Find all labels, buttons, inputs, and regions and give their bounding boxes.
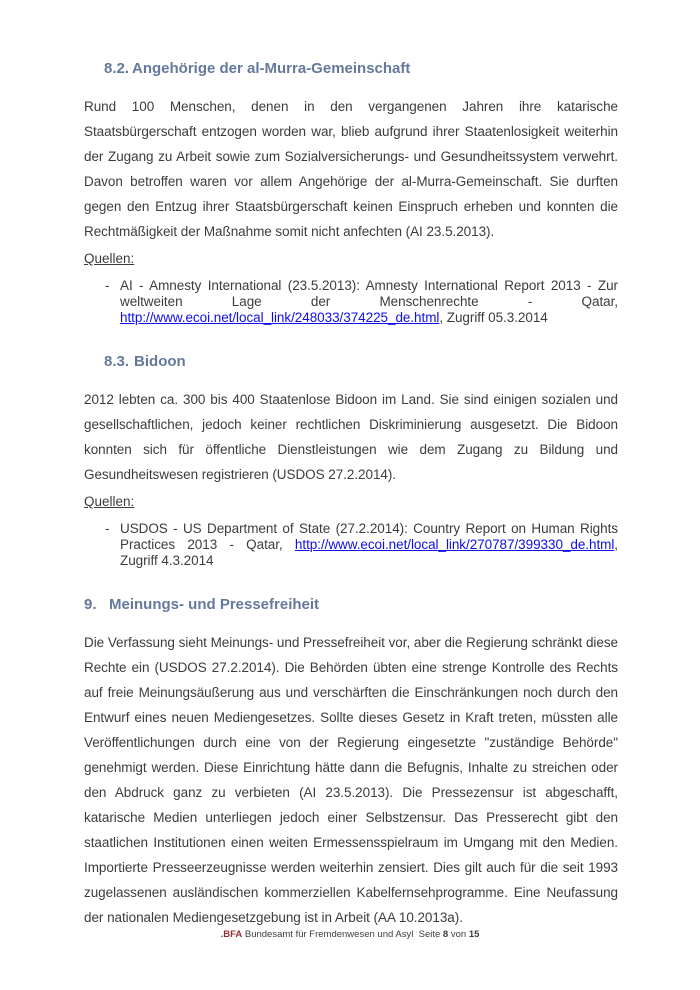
heading-number: 8.3. — [104, 353, 130, 370]
sources-label-1: Quellen: — [84, 251, 135, 266]
sources-label-2: Quellen: — [84, 494, 135, 509]
source-text-before: USDOS - US Department of State (27.2.2014): Country Report on Human Rights Practices 2013 - Qatar, — [120, 521, 618, 552]
source-text-after: , Zugriff 05.3.2014 — [439, 310, 548, 325]
bullet-dash: - — [105, 278, 110, 293]
source-citation — [120, 521, 618, 569]
source-item-ai — [84, 278, 618, 326]
source-link-ai[interactable]: http://www.ecoi.net/local_link/248033/374225_de.html — [120, 310, 440, 325]
paragraph-bidoon: 2012 lebten ca. 300 bis 400 Staatenlose Bidoon im Land. Sie sind einigen sozialen und gesellschaftlichen, jedoch keiner rechtlichen Diskriminierung ausgesetzt. Die Bidoon konnten sich für öffentliche Dienstleistungen wie dem Zugang zu Bildung und Gesundheitswesen registrieren (USDOS 27.2.2014). — [84, 392, 618, 482]
footer-page-current: 8 — [442, 929, 449, 940]
footer-von-text: von — [448, 929, 469, 940]
heading-title: Angehörige der al-Murra-Gemeinschaft — [132, 60, 411, 77]
heading-number: 8.2. — [104, 60, 130, 77]
heading-title: Bidoon — [134, 353, 186, 370]
bfa-logo-text: .BFA — [220, 929, 243, 940]
source-text-before: AI - Amnesty International (23.5.2013): Amnesty International Report 2013 - Zur weltweiten Lage der Menschenrechte - Qatar, — [120, 278, 618, 309]
paragraph-pressefreiheit: Die Verfassung sieht Meinungs- und Pressefreiheit vor, aber die Regierung schränkt diese Rechte ein (USDOS 27.2.2014). Die Behörden übten eine strenge Kontrolle des Rechts auf freie Meinungsäußerung aus und verschärften die Einschränkungen noch durch den Entwurf eines neuen Mediengesetzes. Sollte dieses Gesetz in Kraft treten, müssten alle Veröffentlichungen durch eine von der Regierung eingesetzte "zuständige Behörde" genehmigt werden. Diese Einrichtung hätte dann die Befugnis, Inhalte zu streichen oder den Abdruck ganz zu verbieten (AI 23.5.2013). Die Pressezensur ist abgeschafft, katarische Medien unterliegen jedoch einer Selbstzensur. Das Presserecht gibt den staatlichen Institutionen einen weiten Ermessensspielraum im Umgang mit den Medien. Importierte Presseerzeugnisse werden weiterhin zensiert. Dies gilt auch für die seit 1993 zugelassenen ausländischen kommerziellen Kabelfernsehprogramme. Eine Neufassung der nationalen Mediengesetzgebung ist in Arbeit (AA 10.2013a). — [84, 635, 618, 925]
section-heading-8-2 — [104, 60, 618, 78]
footer-org-text: Bundesamt für Fremdenwesen und Asyl Seite — [242, 929, 443, 940]
page-footer — [0, 929, 700, 941]
bullet-dash: - — [105, 521, 110, 536]
heading-number: 9. — [84, 596, 97, 613]
source-text-after: , Zugriff 4.3.2014 — [120, 537, 618, 568]
source-citation — [120, 278, 618, 326]
section-heading-8-3 — [104, 353, 618, 371]
footer-page-total: 15 — [468, 929, 480, 940]
heading-title: Meinungs- und Pressefreiheit — [109, 596, 320, 613]
source-link-usdos[interactable]: http://www.ecoi.net/local_link/270787/399330_de.html — [294, 537, 615, 552]
paragraph-al-murra: Rund 100 Menschen, denen in den vergangenen Jahren ihre katarische Staatsbürgerschaft entzogen worden war, blieb aufgrund ihrer Staatenlosigkeit weiterhin der Zugang zu Arbeit sowie zum Sozialversicherungs- und Gesundheitssystem verwehrt. Davon betroffen waren vor allem Angehörige der al-Murra-Gemeinschaft. Sie durften gegen den Entzug ihrer Staatsbürgerschaft keinen Einspruch erheben und konnten die Rechtmäßigkeit der Maßnahme somit nicht anfechten (AI 23.5.2013). — [84, 99, 618, 239]
source-item-usdos — [84, 521, 618, 569]
section-heading-9 — [84, 596, 618, 614]
